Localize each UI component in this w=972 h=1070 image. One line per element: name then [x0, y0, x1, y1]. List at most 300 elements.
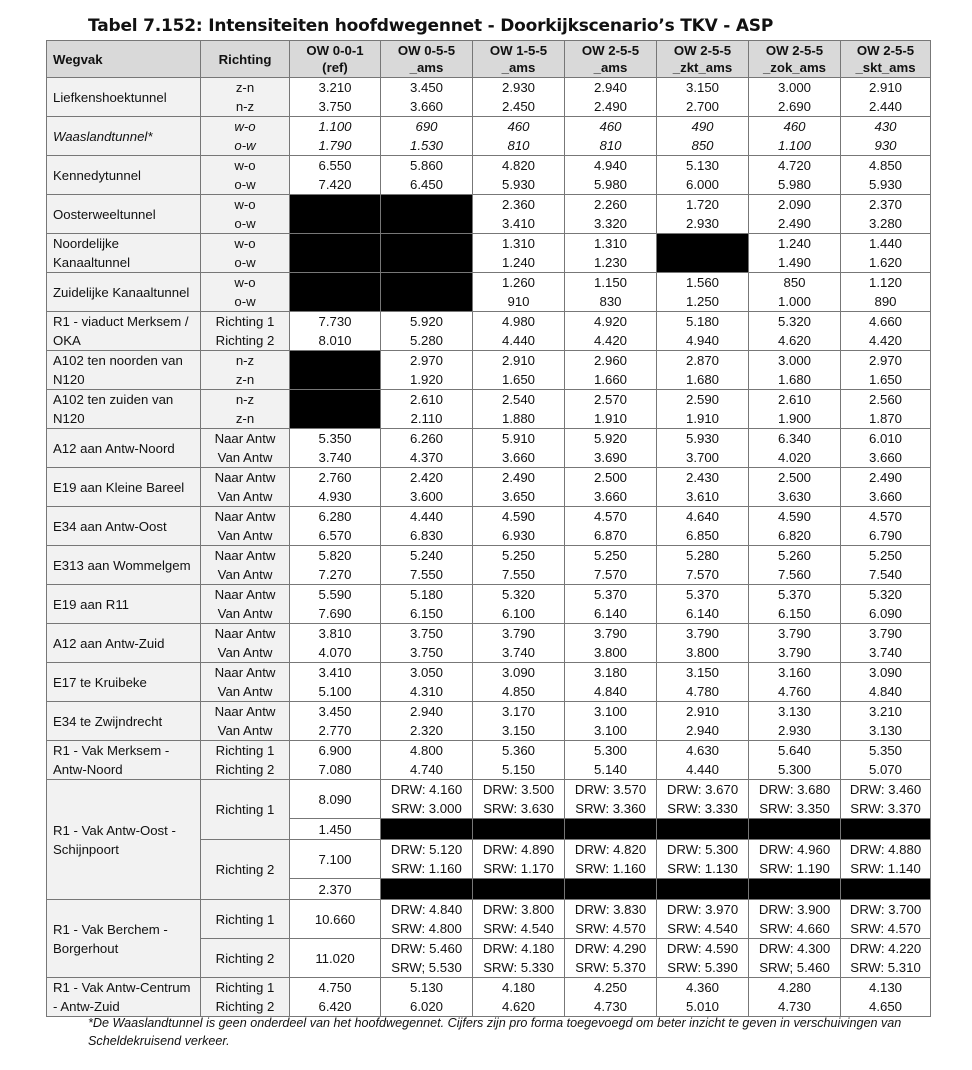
value: SRW: 1.140 — [850, 861, 921, 876]
value: 460 — [783, 119, 806, 134]
value: DRW: 4.880 — [849, 842, 922, 857]
value-cell — [841, 702, 931, 741]
value-cell — [290, 702, 381, 741]
value-cell — [749, 117, 841, 156]
value-cell — [290, 429, 381, 468]
redacted-cell — [473, 879, 565, 900]
value-cell — [565, 663, 657, 702]
value-cell — [657, 585, 749, 624]
richting-cell — [201, 585, 290, 624]
wegvak-cell: A102 ten noorden van N120 — [47, 351, 201, 390]
value: 850 — [783, 275, 806, 290]
value-cell — [565, 900, 657, 939]
value: 2.970 — [868, 353, 902, 368]
richting-cell: Richting 2 — [201, 939, 290, 978]
redacted-cell — [565, 819, 657, 840]
value: 4.620 — [777, 333, 811, 348]
value: 2.970 — [409, 353, 443, 368]
richting-value: Van Antw — [217, 606, 273, 621]
value-cell: 8.090 — [290, 780, 381, 819]
header-col: OW 0-5-5 _ams — [381, 41, 473, 78]
value-cell — [381, 780, 473, 819]
value-cell — [473, 429, 565, 468]
value: 4.640 — [685, 509, 719, 524]
value: 3.810 — [318, 626, 352, 641]
value: 1.790 — [318, 138, 352, 153]
value: 4.420 — [593, 333, 627, 348]
value-cell — [381, 939, 473, 978]
value: 5.100 — [318, 684, 352, 699]
value: DRW: 3.570 — [574, 782, 647, 797]
value: 4.820 — [501, 158, 535, 173]
value: 1.910 — [593, 411, 627, 426]
value: 6.260 — [409, 431, 443, 446]
value: SRW: 3.360 — [575, 801, 646, 816]
wegvak-cell: E34 aan Antw-Oost — [47, 507, 201, 546]
richting-value: Richting 2 — [215, 762, 275, 777]
table-row — [47, 900, 931, 939]
value: DRW: 3.680 — [758, 782, 831, 797]
value: 7.730 — [318, 314, 352, 329]
value: SRW: 4.540 — [667, 921, 738, 936]
value-cell — [749, 390, 841, 429]
value: 3.750 — [409, 645, 443, 660]
table-row — [47, 780, 931, 819]
value: 5.130 — [685, 158, 719, 173]
value: 5.930 — [501, 177, 535, 192]
value: 2.490 — [868, 470, 902, 485]
value: DRW: 3.830 — [574, 902, 647, 917]
value: 910 — [507, 294, 530, 309]
value: 3.650 — [501, 489, 535, 504]
value: 930 — [874, 138, 897, 153]
redacted-cell — [381, 819, 473, 840]
value: 4.750 — [318, 980, 352, 995]
value: 7.570 — [685, 567, 719, 582]
value: 2.260 — [593, 197, 627, 212]
value: 890 — [874, 294, 897, 309]
wegvak-cell: E19 aan Kleine Bareel — [47, 468, 201, 507]
value-cell — [841, 840, 931, 879]
wegvak-cell: R1 - viaduct Merksem / OKA — [47, 312, 201, 351]
value: 4.940 — [685, 333, 719, 348]
value: 4.720 — [777, 158, 811, 173]
value: 4.840 — [593, 684, 627, 699]
value: 5.590 — [318, 587, 352, 602]
value: 5.300 — [593, 743, 627, 758]
richting-value: z-n — [235, 411, 255, 426]
value-cell — [381, 117, 473, 156]
wegvak-cell: E34 te Zwijndrecht — [47, 702, 201, 741]
header-col: OW 2-5-5 _ams — [565, 41, 657, 78]
richting-value: w-o — [234, 275, 256, 290]
value-cell — [381, 585, 473, 624]
value: 7.080 — [318, 762, 352, 777]
value-cell — [565, 507, 657, 546]
value: 4.740 — [409, 762, 443, 777]
table-row — [47, 117, 931, 156]
table-row — [47, 585, 931, 624]
richting-value: Naar Antw — [214, 509, 276, 524]
value: SRW: 5.370 — [575, 960, 646, 975]
value: 4.800 — [409, 743, 443, 758]
value: 6.450 — [409, 177, 443, 192]
header-col: OW 1-5-5 _ams — [473, 41, 565, 78]
value: 3.000 — [777, 80, 811, 95]
header-col: OW 2-5-5 _zkt_ams — [657, 41, 749, 78]
value-cell — [381, 741, 473, 780]
value: 3.090 — [868, 665, 902, 680]
value: 8.010 — [318, 333, 352, 348]
value: 7.570 — [593, 567, 627, 582]
value: 2.490 — [593, 99, 627, 114]
wegvak-cell: R1 - Vak Berchem - Borgerhout — [47, 900, 201, 978]
value-cell — [565, 939, 657, 978]
redacted-cell — [841, 879, 931, 900]
value: SRW: 1.170 — [483, 861, 554, 876]
redacted-cell — [657, 234, 749, 273]
value: 4.250 — [593, 980, 627, 995]
value: 3.790 — [868, 626, 902, 641]
table-title: Tabel 7.152: Intensiteiten hoofdwegennet - Doorkijkscenario’s TKV - ASP — [88, 16, 774, 36]
redacted-cell — [381, 195, 473, 234]
richting-value: Naar Antw — [214, 704, 276, 719]
value: SRW: 3.350 — [759, 801, 830, 816]
value: 6.870 — [593, 528, 627, 543]
value-cell — [565, 195, 657, 234]
richting-cell — [201, 507, 290, 546]
wegvak-cell: A12 aan Antw-Zuid — [47, 624, 201, 663]
value: 5.320 — [868, 587, 902, 602]
value: 5.320 — [501, 587, 535, 602]
value: 4.590 — [501, 509, 535, 524]
value-cell: 7.100 — [290, 840, 381, 879]
value: SRW: 5.330 — [483, 960, 554, 975]
value: 4.620 — [501, 999, 535, 1014]
value: 5.920 — [593, 431, 627, 446]
value-cell — [657, 624, 749, 663]
value: 850 — [691, 138, 714, 153]
value-cell — [473, 585, 565, 624]
value: 3.090 — [501, 665, 535, 680]
header-richting: Richting — [201, 41, 290, 78]
value-cell — [841, 585, 931, 624]
value: 7.550 — [501, 567, 535, 582]
value: 4.920 — [593, 314, 627, 329]
footnote: *De Waaslandtunnel is geen onderdeel van het hoofdwegennet. Cijfers zijn pro forma toegevoegd om beter inzicht te geven in verschuivingen van Scheldekruisend verkeer. — [88, 1016, 902, 1048]
value-cell — [473, 117, 565, 156]
table-row — [47, 507, 931, 546]
wegvak-cell: E19 aan R11 — [47, 585, 201, 624]
value: 2.930 — [685, 216, 719, 231]
richting-value: w-o — [234, 119, 256, 134]
value: 4.780 — [685, 684, 719, 699]
richting-cell — [201, 390, 290, 429]
richting-value: w-o — [234, 236, 256, 251]
richting-value: Van Antw — [217, 645, 273, 660]
richting-value: z-n — [235, 372, 255, 387]
redacted-cell — [657, 879, 749, 900]
value: DRW: 4.820 — [574, 842, 647, 857]
value: 1.660 — [593, 372, 627, 387]
value: 5.280 — [685, 548, 719, 563]
value: 3.800 — [593, 645, 627, 660]
redacted-cell — [290, 351, 381, 390]
value: 3.790 — [501, 626, 535, 641]
value: 5.820 — [318, 548, 352, 563]
value-cell — [290, 78, 381, 117]
value: 4.850 — [868, 158, 902, 173]
value-cell — [473, 195, 565, 234]
value: 3.280 — [868, 216, 902, 231]
value: 1.620 — [868, 255, 902, 270]
value-cell — [841, 390, 931, 429]
value: 5.010 — [685, 999, 719, 1014]
value: SRW: 1.160 — [575, 861, 646, 876]
value: 3.170 — [501, 704, 535, 719]
value-cell — [473, 546, 565, 585]
value-cell — [565, 156, 657, 195]
value-cell — [473, 978, 565, 1017]
richting-cell — [201, 78, 290, 117]
value-cell — [657, 429, 749, 468]
value-cell — [657, 117, 749, 156]
header-wegvak: Wegvak — [47, 41, 201, 78]
value-cell — [841, 507, 931, 546]
value: 5.300 — [777, 762, 811, 777]
value: 3.660 — [501, 450, 535, 465]
richting-cell — [201, 234, 290, 273]
value-cell — [841, 273, 931, 312]
richting-cell: Richting 2 — [201, 840, 290, 900]
redacted-cell — [749, 879, 841, 900]
richting-value: Naar Antw — [214, 431, 276, 446]
richting-cell — [201, 702, 290, 741]
value-cell — [565, 312, 657, 351]
value: 4.730 — [593, 999, 627, 1014]
value: 5.930 — [868, 177, 902, 192]
value: 3.660 — [868, 489, 902, 504]
value: DRW: 4.160 — [390, 782, 463, 797]
value: 490 — [691, 119, 714, 134]
value: 2.090 — [777, 197, 811, 212]
wegvak-cell: Waaslandtunnel* — [47, 117, 201, 156]
value-cell: 11.020 — [290, 939, 381, 978]
richting-cell — [201, 156, 290, 195]
value-cell — [841, 195, 931, 234]
value-cell — [657, 840, 749, 879]
value: 6.010 — [868, 431, 902, 446]
value: 3.180 — [593, 665, 627, 680]
value: 3.130 — [868, 723, 902, 738]
value: 690 — [415, 119, 438, 134]
value: 1.650 — [501, 372, 535, 387]
richting-cell — [201, 663, 290, 702]
richting-value: Richting 1 — [215, 980, 275, 995]
value: 1.000 — [777, 294, 811, 309]
wegvak-cell: Oosterweeltunnel — [47, 195, 201, 234]
value: 5.360 — [501, 743, 535, 758]
value: 4.570 — [868, 509, 902, 524]
table-row — [47, 468, 931, 507]
value: 2.420 — [409, 470, 443, 485]
wegvak-cell: E313 aan Wommelgem — [47, 546, 201, 585]
value: 2.360 — [501, 197, 535, 212]
value-cell — [841, 468, 931, 507]
value: 2.590 — [685, 392, 719, 407]
value: 5.260 — [777, 548, 811, 563]
value: 6.900 — [318, 743, 352, 758]
value: 3.660 — [593, 489, 627, 504]
value: 6.090 — [868, 606, 902, 621]
value-cell — [473, 390, 565, 429]
value: SRW: 4.570 — [850, 921, 921, 936]
value-cell — [565, 234, 657, 273]
value-cell — [290, 117, 381, 156]
value: 4.180 — [501, 980, 535, 995]
value: 4.570 — [593, 509, 627, 524]
header-row — [47, 41, 931, 78]
value: DRW: 4.220 — [849, 941, 922, 956]
value-cell — [841, 546, 931, 585]
richting-value: Van Antw — [217, 489, 273, 504]
value: 1.120 — [868, 275, 902, 290]
value-cell: 10.660 — [290, 900, 381, 939]
value: 3.790 — [777, 626, 811, 641]
value-cell — [841, 312, 931, 351]
value: 1.910 — [685, 411, 719, 426]
value-cell — [290, 741, 381, 780]
value: DRW: 4.180 — [482, 941, 555, 956]
value-cell — [841, 663, 931, 702]
richting-value: w-o — [234, 197, 256, 212]
redacted-cell — [290, 390, 381, 429]
value: 5.250 — [501, 548, 535, 563]
value-cell — [381, 507, 473, 546]
value: 1.720 — [685, 197, 719, 212]
value: 6.830 — [409, 528, 443, 543]
value-cell — [565, 273, 657, 312]
value: 3.100 — [593, 723, 627, 738]
value: 4.590 — [777, 509, 811, 524]
richting-value: z-n — [235, 80, 255, 95]
value: 6.420 — [318, 999, 352, 1014]
value: DRW: 5.120 — [390, 842, 463, 857]
value: 3.320 — [593, 216, 627, 231]
value-cell — [749, 468, 841, 507]
value-cell — [657, 507, 749, 546]
value: 3.790 — [685, 626, 719, 641]
value: 4.760 — [777, 684, 811, 699]
value: 3.750 — [318, 99, 352, 114]
value: 6.100 — [501, 606, 535, 621]
value: SRW: 5.390 — [667, 960, 738, 975]
value-cell — [749, 780, 841, 819]
richting-value: Van Antw — [217, 684, 273, 699]
value-cell — [657, 351, 749, 390]
value: 2.440 — [868, 99, 902, 114]
richting-cell — [201, 117, 290, 156]
value: 1.150 — [593, 275, 627, 290]
value-cell — [565, 429, 657, 468]
value: 5.980 — [777, 177, 811, 192]
value: 5.140 — [593, 762, 627, 777]
value: 4.940 — [593, 158, 627, 173]
value: 5.180 — [409, 587, 443, 602]
table-row — [47, 702, 931, 741]
value-cell — [841, 234, 931, 273]
value: 4.850 — [501, 684, 535, 699]
wegvak-cell: A12 aan Antw-Noord — [47, 429, 201, 468]
value-cell — [473, 351, 565, 390]
table-row — [47, 78, 931, 117]
value: 5.910 — [501, 431, 535, 446]
value: 3.790 — [777, 645, 811, 660]
header-col: OW 0-0-1 (ref) — [290, 41, 381, 78]
value-cell — [749, 312, 841, 351]
value-cell — [657, 939, 749, 978]
value: 4.280 — [777, 980, 811, 995]
value: 2.610 — [409, 392, 443, 407]
value: 2.940 — [685, 723, 719, 738]
value: 5.320 — [777, 314, 811, 329]
value: 5.070 — [868, 762, 902, 777]
richting-value: Richting 1 — [215, 743, 275, 758]
value-cell — [473, 741, 565, 780]
richting-value: n-z — [235, 353, 255, 368]
richting-cell — [201, 273, 290, 312]
value: SRW; 5.460 — [759, 960, 830, 975]
value-cell — [657, 900, 749, 939]
value-cell — [841, 429, 931, 468]
table-row — [47, 546, 931, 585]
wegvak-cell: R1 - Vak Antw-Oost - Schijnpoort — [47, 780, 201, 900]
value-cell — [749, 195, 841, 234]
value-cell — [749, 978, 841, 1017]
value-cell — [841, 900, 931, 939]
value: SRW: 4.660 — [759, 921, 830, 936]
value: 1.240 — [501, 255, 535, 270]
richting-cell — [201, 312, 290, 351]
value-cell — [565, 78, 657, 117]
value: 3.150 — [501, 723, 535, 738]
value: 4.980 — [501, 314, 535, 329]
value: 5.130 — [409, 980, 443, 995]
value: SRW; 5.530 — [391, 960, 462, 975]
value-cell — [290, 468, 381, 507]
value: 2.450 — [501, 99, 535, 114]
value: 1.650 — [868, 372, 902, 387]
wegvak-cell: Zuidelijke Kanaaltunnel — [47, 273, 201, 312]
richting-cell: Richting 1 — [201, 900, 290, 939]
value: 1.920 — [409, 372, 443, 387]
value: 3.610 — [685, 489, 719, 504]
value-cell — [290, 156, 381, 195]
richting-value: Naar Antw — [214, 587, 276, 602]
value: 5.920 — [409, 314, 443, 329]
value: 1.490 — [777, 255, 811, 270]
value: 3.160 — [777, 665, 811, 680]
value-cell — [473, 507, 565, 546]
table-row — [47, 234, 931, 273]
value-cell — [381, 312, 473, 351]
richting-value: n-z — [235, 392, 255, 407]
value: 7.270 — [318, 567, 352, 582]
value-cell — [749, 156, 841, 195]
value: 7.560 — [777, 567, 811, 582]
value-cell — [290, 507, 381, 546]
table-row — [47, 273, 931, 312]
